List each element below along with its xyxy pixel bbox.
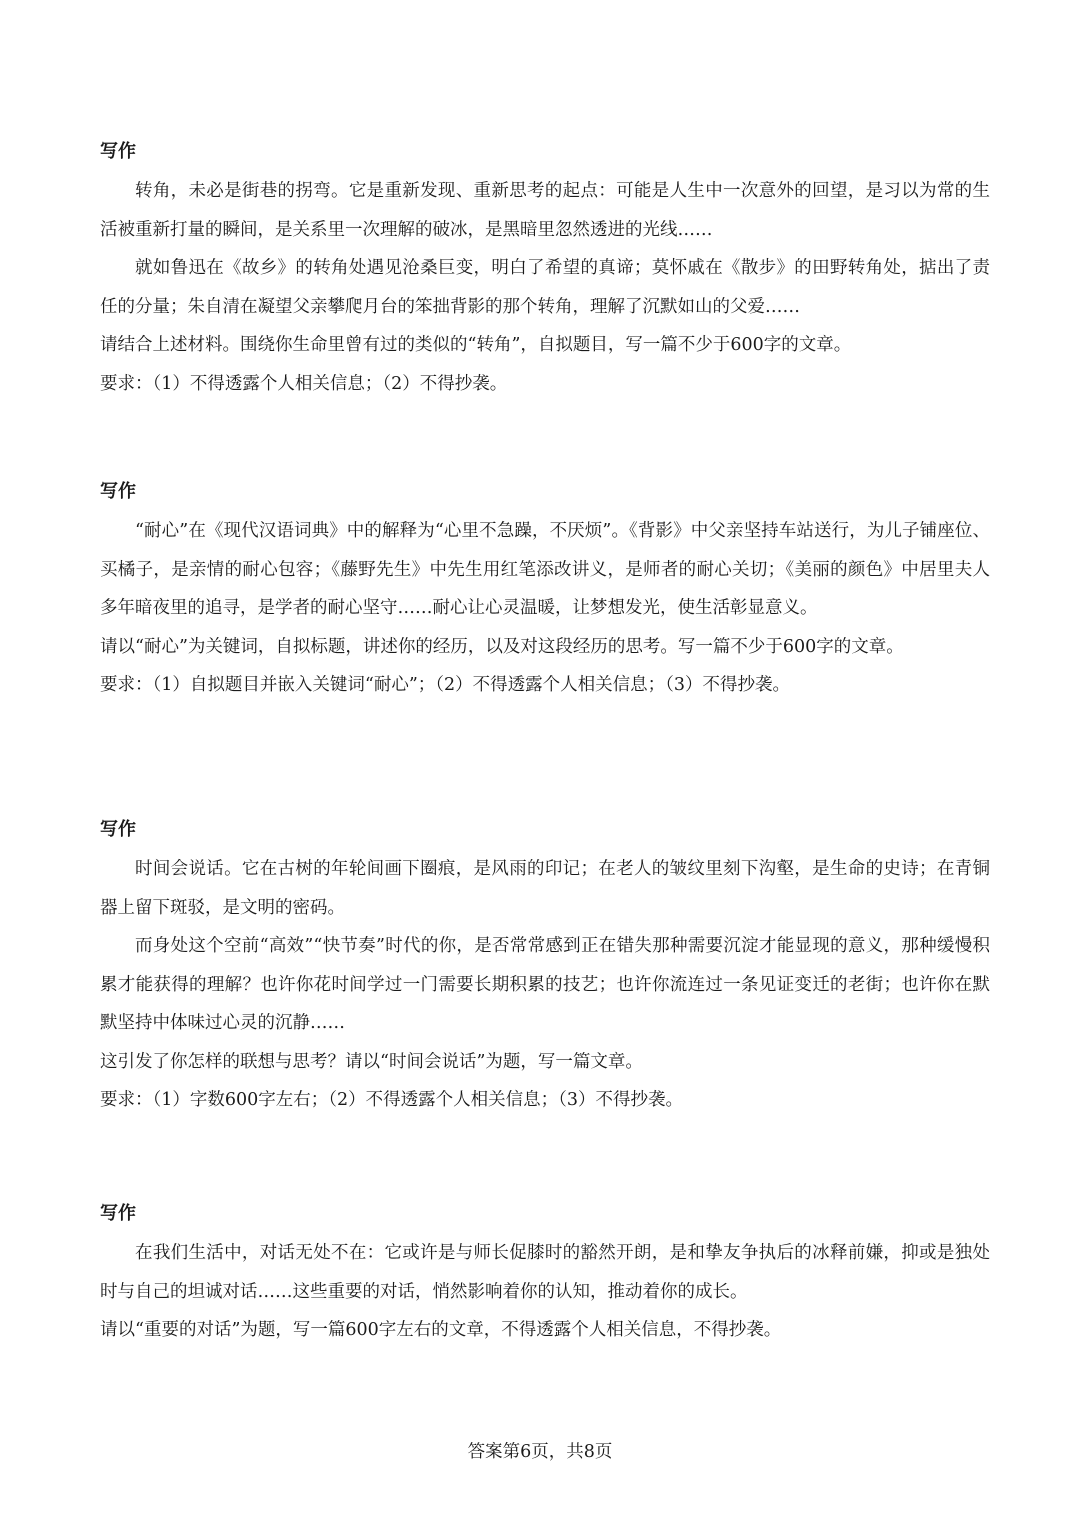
section-paragraph: “耐心”在《现代汉语词典》中的解释为“心里不急躁，不厌烦”。《背影》中父亲坚持车站送行，为儿子铺座位、买橘子，是亲情的耐心包容；《藤野先生》中先生用红笔添改讲义，是师者的耐心关切；《美丽的颜色》中居里夫人多年暗夜里的追寻，是学者的耐心坚守……耐心让心灵温暖，让梦想发光，使生活彰显意义。 xyxy=(100,521,990,618)
section-requirements: 要求：（1）自拟题目并嵌入关键词“耐心”；（2）不得透露个人相关信息；（3）不得抄袭。 xyxy=(100,675,791,695)
section-paragraph: 时间会说话。它在古树的年轮间画下圈痕，是风雨的印记；在老人的皱纹里刻下沟壑，是生命的史诗；在青铜器上留下斑驳，是文明的密码。 xyxy=(100,859,990,918)
section-requirements: 要求：（1）不得透露个人相关信息；（2）不得抄袭。 xyxy=(100,373,508,394)
section-prompt: 这引发了你怎样的联想与思考？请以“时间会说话”为题，写一篇文章。 xyxy=(100,1051,643,1072)
writing-section-3 xyxy=(100,818,990,1120)
section-paragraph: 在我们生活中，对话无处不在：它或许是与师长促膝时的豁然开朗，是和挚友争执后的冰释前嫌，抑或是独处时与自己的坦诚对话……这些重要的对话，悄然影响着你的认知，推动着你的成长。 xyxy=(100,1243,990,1302)
page-footer: 答案第6页，共8页 xyxy=(467,1442,613,1462)
writing-section-1 xyxy=(100,140,990,403)
section-heading: 写作 xyxy=(100,819,136,840)
writing-section-2 xyxy=(100,480,990,705)
section-paragraph: 而身处这个空前“高效”“快节奏”时代的你，是否常常感到正在错失那种需要沉淀才能显现的意义，那种缓慢积累才能获得的理解？也许你花时间学过一门需要长期积累的技艺；也许你流连过一条见证变迁的老街；也许你在默默坚持中体味过心灵的沉静…… xyxy=(100,936,990,1033)
section-prompt: 请结合上述材料。围绕你生命里曾有过的类似的“转角”，自拟题目，写一篇不少于600字的文章。 xyxy=(100,335,852,355)
section-heading: 写作 xyxy=(100,141,136,162)
writing-section-4 xyxy=(100,1202,990,1350)
section-heading: 写作 xyxy=(100,481,136,502)
section-paragraph: 就如鲁迅在《故乡》的转角处遇见沧桑巨变，明白了希望的真谛；莫怀戚在《散步》的田野转角处，掂出了责任的分量；朱自清在凝望父亲攀爬月台的笨拙背影的那个转角，理解了沉默如山的父爱…… xyxy=(100,258,990,317)
section-prompt: 请以“耐心”为关键词，自拟标题，讲述你的经历，以及对这段经历的思考。写一篇不少于600字的文章。 xyxy=(100,636,904,657)
section-requirements: 要求：（1）字数600字左右；（2）不得透露个人相关信息；（3）不得抄袭。 xyxy=(100,1090,684,1110)
section-heading: 写作 xyxy=(100,1203,136,1224)
section-prompt: 请以“重要的对话”为题，写一篇600字左右的文章，不得透露个人相关信息，不得抄袭。 xyxy=(100,1320,782,1340)
section-paragraph: 转角，未必是街巷的拐弯。它是重新发现、重新思考的起点：可能是人生中一次意外的回望，是习以为常的生活被重新打量的瞬间，是关系里一次理解的破冰，是黑暗里忽然透进的光线…… xyxy=(100,181,990,240)
